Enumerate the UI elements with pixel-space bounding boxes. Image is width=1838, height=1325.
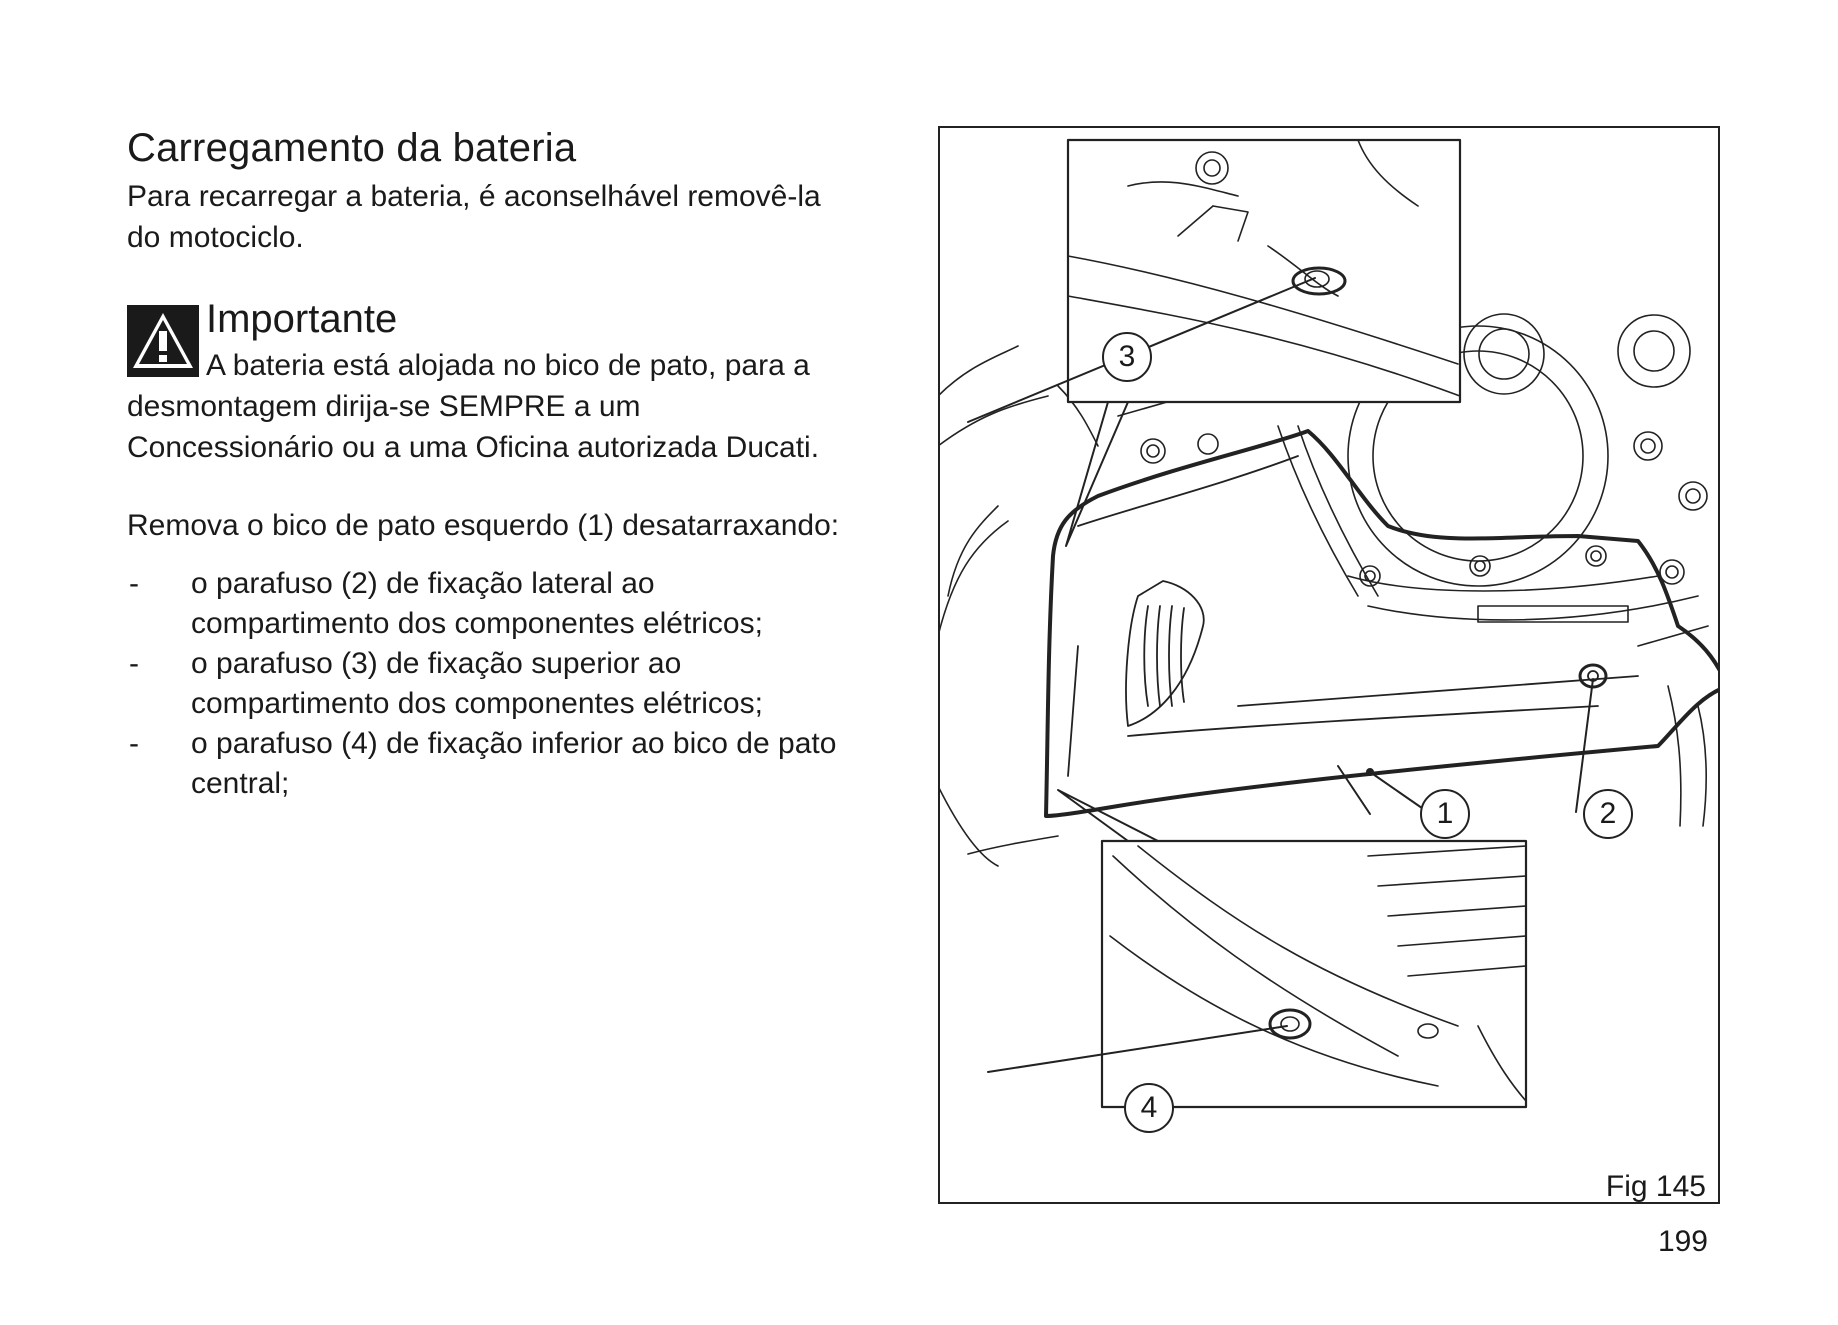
intro-line: do motociclo. [127,221,304,254]
list-dash: - [129,647,139,680]
list-item-line: o parafuso (4) de fixação inferior ao bico de pato [191,727,837,760]
warning-text-line: Concessionário ou a uma Oficina autorizada Ducati. [127,431,820,464]
warning-text [127,386,907,468]
list-dash: - [129,567,139,600]
section-title: Carregamento da bateria [127,126,577,170]
callout-label: 4 [1140,1091,1158,1124]
list-item [127,644,917,724]
figure-caption: Fig 145 [1605,1170,1706,1203]
instruction-text: Remova o bico de pato esquerdo (1) desatarraxando: [127,509,840,542]
list-dash: - [129,727,139,760]
list-item-line: compartimento dos componentes elétricos; [191,687,763,720]
warning-triangle-icon [127,305,199,377]
callout-2 [1583,789,1633,839]
inset-top-pointer [1066,402,1128,546]
list-item-line: o parafuso (3) de fixação superior ao [191,647,682,680]
list-item-line: o parafuso (2) de fixação lateral ao [191,567,655,600]
page-number: 199 [1657,1225,1708,1258]
callout-4 [1124,1083,1174,1133]
callout-label: 2 [1599,797,1617,830]
motorcycle-fairing-illustration [938,126,1720,1204]
list-item [127,724,917,804]
callout-1 [1420,789,1470,839]
intro-paragraph [127,176,907,258]
intro-line: Para recarregar a bateria, é aconselhável removê-la [127,180,821,213]
fairing-details [1068,456,1638,776]
list-item-line: compartimento dos componentes elétricos; [191,607,763,640]
left-fairing-outline [1046,431,1720,816]
callout-3 [1102,332,1152,382]
screw-list [127,564,917,804]
callout-label: 1 [1436,797,1454,830]
inset-bottom-pointer [1058,790,1158,841]
list-item [127,564,917,644]
warning-text-line: desmontagem dirija-se SEMPRE a um [127,390,641,423]
list-item-line: central; [191,767,290,800]
warning-title: Importante [206,297,398,341]
callout-label: 3 [1118,340,1136,373]
warning-text-line: A bateria está alojada no bico de pato, para a [206,349,810,382]
